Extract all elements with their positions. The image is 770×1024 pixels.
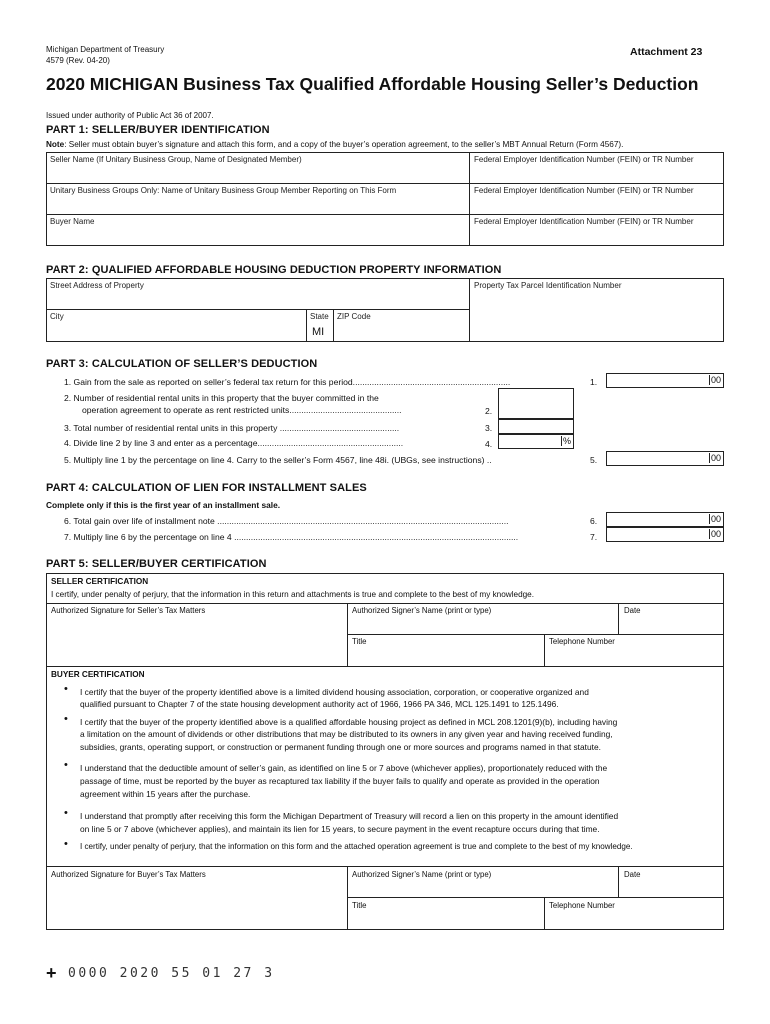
buyer-signer-name-field[interactable]: Authorized Signer’s Name (print or type): [352, 870, 492, 879]
part2-title: PART 2: QUALIFIED AFFORDABLE HOUSING DEDUCTION PROPERTY INFORMATION: [46, 264, 502, 276]
line5-label: 5. Multiply line 1 by the percentage on line 4. Carry to the seller’s Form 4567, line 48i. (UBGs, see instructions) ..: [64, 455, 492, 465]
buyer-cert-heading: BUYER CERTIFICATION: [51, 670, 145, 679]
form-title: 2020 MICHIGAN Business Tax Qualified Affordable Housing Seller’s Deduction: [46, 74, 699, 94]
buyer-date-field[interactable]: Date: [624, 870, 641, 879]
bullet-3-icon: •: [64, 759, 68, 771]
parcel-id-field[interactable]: Property Tax Parcel Identification Number: [474, 281, 622, 290]
buyer-signature-field[interactable]: Authorized Signature for Buyer’s Tax Matters: [51, 870, 206, 879]
street-address-field[interactable]: Street Address of Property: [50, 281, 144, 290]
part1-title: PART 1: SELLER/BUYER IDENTIFICATION: [46, 124, 270, 136]
bullet-2-icon: •: [64, 713, 68, 725]
seller-name-field[interactable]: Seller Name (If Unitary Business Group, Name of Designated Member): [50, 155, 302, 164]
line6-input[interactable]: 00: [606, 512, 724, 527]
line2-label-a: 2. Number of residential rental units in this property that the buyer committed in the: [64, 393, 379, 403]
form-barcode-number: 0000 2020 55 01 27 3: [68, 966, 275, 981]
line3-label: 3. Total number of residential rental units in this property ..................................................: [64, 423, 400, 433]
authority-text: Issued under authority of Public Act 36 of 2007.: [46, 111, 214, 120]
seller-phone-field[interactable]: Telephone Number: [549, 637, 615, 646]
seller-signer-name-field[interactable]: Authorized Signer’s Name (print or type): [352, 606, 492, 615]
part5-title: PART 5: SELLER/BUYER CERTIFICATION: [46, 558, 267, 570]
line2-number: 2.: [485, 406, 493, 416]
line7-input[interactable]: 00: [606, 527, 724, 542]
buyer-phone-field[interactable]: Telephone Number: [549, 901, 615, 910]
city-field[interactable]: City: [50, 312, 64, 321]
buyer-cert-item-1b: qualified pursuant to Chapter 7 of the state housing development authority act of 1966, 1966 PA 346, MCL 125.1491 to 125.1496.: [80, 699, 559, 709]
seller-title-field[interactable]: Title: [352, 637, 367, 646]
zip-code-field[interactable]: ZIP Code: [337, 312, 371, 321]
line5-input[interactable]: 00: [606, 451, 724, 466]
line6-label: 6. Total gain over life of installment note ..........................................................................................................................: [64, 516, 509, 526]
buyer-cert-item-1a: I certify that the buyer of the property identified above is a limited dividend housing association, corporation, or cooperative organized and: [80, 687, 589, 697]
ubg-name-field[interactable]: Unitary Business Groups Only: Name of Unitary Business Group Member Reporting on This Form: [50, 186, 397, 195]
line1-input[interactable]: 00: [606, 373, 724, 388]
state-label: State: [310, 312, 329, 321]
buyer-cert-item-2c: subsidies, grants, operating support, or construction or permanent funding through one or more sources and programs named in that statute.: [80, 742, 601, 752]
attachment-number: Attachment 23: [630, 46, 703, 58]
line1-number: 1.: [590, 377, 598, 387]
line4-number: 4.: [485, 439, 493, 449]
state-value[interactable]: MI: [312, 326, 325, 338]
bullet-5-icon: •: [64, 838, 68, 850]
line2-label-b: operation agreement to operate as rent restricted units...............................................: [82, 405, 402, 415]
buyer-cert-item-4b: on line 5 or 7 above (whichever applies), and maintain its lien for 15 years, to secure payment in the event recapture occurs during that time.: [80, 824, 600, 834]
department-name: Michigan Department of Treasury: [46, 45, 165, 54]
line3-input[interactable]: [498, 419, 574, 434]
line4-label: 4. Divide line 2 by line 3 and enter as a percentage.............................................................: [64, 438, 404, 448]
buyer-title-field[interactable]: Title: [352, 901, 367, 910]
buyer-name-field[interactable]: Buyer Name: [50, 217, 95, 226]
part3-title: PART 3: CALCULATION OF SELLER’S DEDUCTION: [46, 358, 318, 370]
buyer-cert-item-3c: agreement within 15 years after the purchase.: [80, 789, 251, 799]
seller-fein-field[interactable]: Federal Employer Identification Number (FEIN) or TR Number: [474, 155, 694, 164]
seller-cert-heading: SELLER CERTIFICATION: [51, 577, 149, 586]
line7-label: 7. Multiply line 6 by the percentage on line 4 .......................................................................................................................: [64, 532, 519, 542]
line6-number: 6.: [590, 516, 598, 526]
part1-box: [46, 152, 724, 246]
part4-title: PART 4: CALCULATION OF LIEN FOR INSTALLMENT SALES: [46, 482, 367, 494]
line3-number: 3.: [485, 423, 493, 433]
buyer-fein-field[interactable]: Federal Employer Identification Number (FEIN) or TR Number: [474, 217, 694, 226]
part2-box: [46, 278, 724, 342]
buyer-cert-item-2b: a limitation on the amount of dividends or other distributions that may be distributed to its owners in any given year and having received funding,: [80, 729, 613, 739]
bullet-1-icon: •: [64, 683, 68, 695]
line5-number: 5.: [590, 455, 598, 465]
buyer-cert-item-3a: I understand that the deductible amount of seller’s gain, as identified on line 5 or 7 above (whichever applies), proportionately reduced with the: [80, 763, 608, 773]
buyer-cert-item-4a: I understand that promptly after receiving this form the Michigan Department of Treasury will record a lien on this property in the amount identified: [80, 811, 619, 821]
line7-number: 7.: [590, 532, 598, 542]
part4-subtitle: Complete only if this is the first year of an installment sale.: [46, 500, 281, 510]
seller-signature-field[interactable]: Authorized Signature for Seller’s Tax Matters: [51, 606, 206, 615]
part1-note: Note: Seller must obtain buyer’s signature and attach this form, and a copy of the buyer’s operation agreement, to the seller’s MBT Annual Return (Form 4567).: [46, 140, 624, 149]
seller-cert-text: I certify, under penalty of perjury, that the information in this return and attachments is true and complete to the best of my knowledge.: [51, 590, 535, 599]
buyer-cert-item-5: I certify, under penalty of perjury, that the information on this form and the attached operation agreement is true and complete to the best of my knowledge.: [80, 842, 633, 851]
seller-date-field[interactable]: Date: [624, 606, 641, 615]
ubg-fein-field[interactable]: Federal Employer Identification Number (FEIN) or TR Number: [474, 186, 694, 195]
buyer-cert-item-2a: I certify that the buyer of the property identified above is a qualified affordable housing project as defined in MCL 208.1201(9)(b), including having: [80, 717, 618, 727]
line1-label: 1. Gain from the sale as reported on seller’s federal tax return for this period..................................................................: [64, 377, 511, 387]
form-revision: 4579 (Rev. 04-20): [46, 56, 110, 65]
plus-icon: +: [46, 963, 57, 983]
bullet-4-icon: •: [64, 807, 68, 819]
line4-input[interactable]: %: [498, 434, 574, 449]
line2-input[interactable]: [498, 388, 574, 419]
buyer-cert-item-3b: passage of time, must be reported by the buyer as recaptured tax liability if the buyer fails to qualify and operate as provided in the operation: [80, 776, 600, 786]
